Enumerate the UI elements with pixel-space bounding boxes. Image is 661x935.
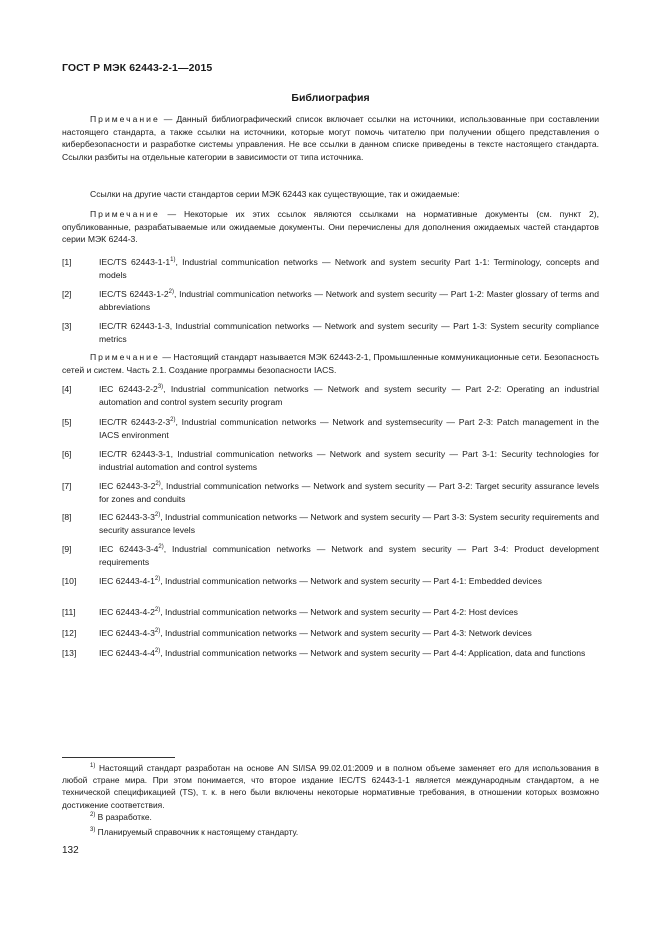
- footnote: [62, 826, 599, 838]
- reference-number: [9]: [62, 544, 72, 554]
- reference-title: , Industrial communication networks — Network and system security — Part 3-3: System security requirements and security assurance levels: [99, 512, 599, 535]
- reference-code: IEC/TS 62443-1-1: [99, 257, 171, 267]
- reference-code: IEC 62443-3-3: [99, 512, 155, 522]
- reference-title: , Industrial communication networks — Network and system security — Part 4-3: Network devices: [160, 628, 532, 638]
- reference-code: IEC/TS 62443-1-2: [99, 289, 169, 299]
- reference-number: [1]: [62, 257, 72, 267]
- footnote-text: В разработке.: [95, 812, 152, 822]
- note-label: Примечание: [90, 114, 160, 124]
- reference-code: IEC 62443-4-2: [99, 607, 155, 617]
- note-text: — Данный библиографический список включает ссылки на источники, использованные при составлении настоящего стандарта, а также ссылки на источники, которые могут помочь читателю при получении общего представления о кибербезопасности и разработке системы управления. Не все ссылки в данном списке приведены в тексте настоящего стандарта. Ссылки разбиты на отдельные категории в зависимости от типа источника.: [62, 114, 599, 162]
- reference-number: [7]: [62, 481, 72, 491]
- reference-number: [13]: [62, 648, 77, 658]
- reference-number: [5]: [62, 417, 72, 427]
- note-text: — Некоторые их этих ссылок являются ссылками на нормативные документы (см. пункт 2), опубликованные, разрабатываемые или ожидаемые документы. Они перечислены для дополнения ожидаемых частей стандартов серии МЭК 6244-3.: [62, 209, 599, 244]
- footnote-text: Планируемый справочник к настоящему стандарту.: [95, 827, 299, 837]
- reference-item: [62, 288, 599, 313]
- reference-number: [8]: [62, 512, 72, 522]
- reference-code: IEC 62443-4-1: [99, 576, 155, 586]
- reference-item: [62, 647, 599, 660]
- page-title: Библиография: [291, 92, 370, 104]
- footnote-divider: [62, 757, 175, 758]
- reference-item: [62, 320, 599, 345]
- reference-item: [62, 543, 599, 568]
- reference-title: , Industrial communication networks — Network and system security Part 1-1: Terminology, concepts and models: [99, 257, 599, 280]
- footnote-mark: 2): [158, 544, 164, 550]
- reference-item: [62, 448, 599, 473]
- footnote-mark: 3): [157, 384, 164, 390]
- reference-item: [62, 256, 599, 281]
- reference-title: , Industrial communication networks — Network and system security — Part 3-1: Security technologies for industrial automation and control systems: [99, 449, 599, 472]
- note-paragraph: [62, 351, 599, 376]
- page-number: 132: [62, 845, 79, 856]
- footnote: [62, 762, 599, 811]
- footnote-mark: 3): [90, 827, 96, 833]
- standard-header: ГОСТ Р МЭК 62443-2-1—2015: [62, 62, 213, 74]
- note-label: Примечание: [90, 209, 160, 219]
- reference-code: IEC 62443-4-3: [99, 628, 155, 638]
- reference-number: [12]: [62, 628, 77, 638]
- reference-item: [62, 416, 599, 441]
- reference-item: [62, 511, 599, 536]
- reference-item: [62, 383, 599, 408]
- note-text: — Настоящий стандарт называется МЭК 62443-2-1, Промышленные коммуникационные сети. Безопасность сетей и систем. Часть 2.1. Создание программы безопасности IACS.: [62, 352, 599, 375]
- footnote-mark: 2): [90, 812, 96, 818]
- reference-title: , Industrial communication networks — Network and system security — Part 3-2: Target security assurance levels for zones and conduits: [99, 481, 599, 504]
- reference-title: , Industrial communication networks — Network and system security — Part 1-3: System security compliance metrics: [99, 321, 600, 344]
- footnote-mark: 2): [155, 481, 161, 487]
- reference-code: IEC 62443-4-4: [99, 648, 155, 658]
- footnote-mark: 2): [154, 607, 161, 613]
- reference-code: IEC/TR 62443-3-1: [99, 449, 171, 459]
- reference-number: [11]: [62, 607, 76, 617]
- intro-paragraph: Ссылки на другие части стандартов серии МЭК 62443 как существующие, так и ожидаемые:: [90, 189, 460, 199]
- reference-title: , Industrial communication networks — Network and system security — Part 4-2: Host devices: [160, 607, 518, 617]
- reference-title: , Industrial communication networks — Network and systemsecurity — Part 2-3: Patch management in the IACS environment: [99, 417, 599, 440]
- reference-item: [62, 606, 599, 619]
- footnote-mark: 1): [170, 257, 176, 263]
- reference-code: IEC/TR 62443-1-3: [99, 321, 170, 331]
- footnote-mark: 2): [154, 576, 161, 582]
- reference-code: IEC/TR 62443-2-3: [99, 417, 171, 427]
- reference-number: [10]: [62, 576, 77, 586]
- reference-item: [62, 575, 599, 588]
- reference-code: IEC 62443-3-2: [99, 481, 156, 491]
- reference-title: , Industrial communication networks — Network and system security — Part 2-2: Operating an industrial automation and control system security program: [99, 384, 599, 407]
- reference-number: [6]: [62, 449, 72, 459]
- reference-code: IEC 62443-2-2: [99, 384, 158, 394]
- reference-number: [4]: [62, 384, 72, 394]
- reference-title: , Industrial communication networks — Network and system security — Part 4-1: Embedded devices: [160, 576, 542, 586]
- reference-item: [62, 480, 599, 505]
- footnote-mark: 2): [170, 417, 176, 423]
- reference-title: , Industrial communication networks — Network and system security — Part 4-4: Application, data and functions: [160, 648, 586, 658]
- note-label: Примечание: [90, 352, 160, 362]
- reference-number: [2]: [62, 289, 72, 299]
- footnote-mark: 2): [154, 648, 161, 654]
- reference-title: , Industrial communication networks — Network and system security — Part 3-4: Product development requirements: [99, 544, 599, 567]
- reference-number: [3]: [62, 321, 72, 331]
- note-paragraph: [62, 208, 599, 246]
- reference-code: IEC 62443-3-4: [99, 544, 159, 554]
- footnote-mark: 2): [168, 289, 174, 295]
- footnote-text: Настоящий стандарт разработан на основе AN SI/ISA 99.02.01:2009 и в полном объеме заменяет его для использования в любой стране мира. При этом понимается, что второе издание IEC/TS 62443-1-1 является международным стандартом, а не технической спецификацией (TS), т. к. в него были включены некоторые нормативные требования, в отношении которых возможно достижение соответствия.: [62, 763, 599, 810]
- footnote-mark: 2): [154, 512, 161, 518]
- footnote: [62, 811, 599, 823]
- footnote-mark: 2): [154, 628, 161, 634]
- note-paragraph: [62, 113, 599, 163]
- reference-item: [62, 627, 599, 640]
- footnote-mark: 1): [90, 763, 96, 769]
- reference-title: , Industrial communication networks — Network and system security — Part 1-2: Master glossary of terms and abbreviations: [99, 289, 599, 312]
